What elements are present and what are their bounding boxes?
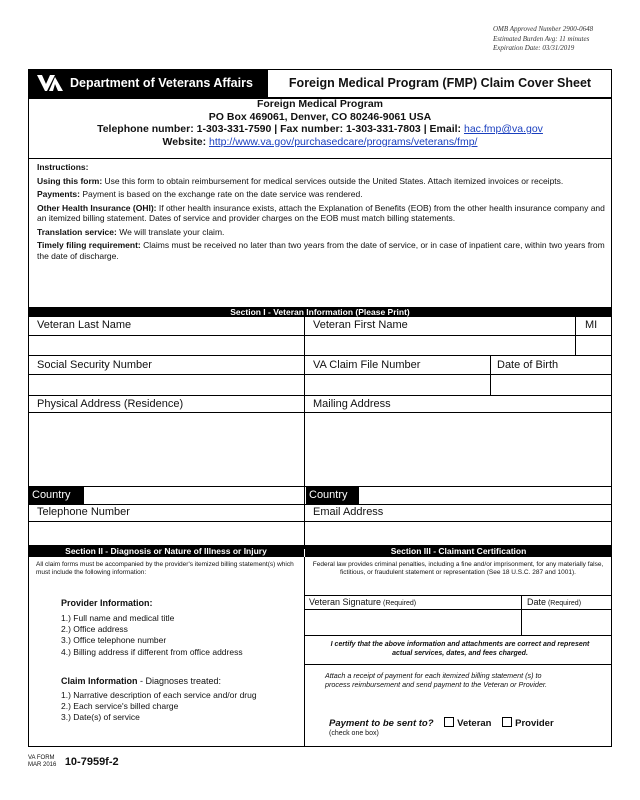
mi-field[interactable] — [576, 335, 611, 354]
email-field[interactable] — [306, 522, 611, 544]
claim-info-heading: Claim Information - Diagnoses treated: — [61, 676, 222, 686]
va-header — [28, 69, 268, 97]
provider-info-heading: Provider Information: — [61, 598, 153, 608]
list-item: 2.) Each service's billed charge — [61, 701, 179, 712]
omb-info: OMB Approved Number 2900-0648 Estimated Burden Avg: 11 minutes Expiration Date: 03/31/2019 — [493, 25, 594, 52]
department-name: Department of Veterans Affairs — [70, 76, 253, 90]
veteran-checkbox[interactable] — [444, 717, 454, 727]
check-one-note: (check one box) — [329, 730, 379, 737]
email-label: Email Address — [313, 506, 384, 518]
mailing-address-label: Mailing Address — [313, 398, 391, 410]
mailing-address: PO Box 469061, Denver, CO 80246-9061 USA — [208, 110, 432, 123]
claim-file-label: VA Claim File Number — [313, 359, 421, 371]
payment-question: Payment to be sent to? — [329, 718, 434, 729]
form-number: 10-7959f-2 — [64, 755, 119, 768]
email-link[interactable]: hac.fmp@va.gov — [463, 123, 543, 135]
first-name-field[interactable] — [306, 335, 574, 354]
certification-statement: I certify that the above information and attachments are correct and represent actual services, dates, and fees charged. — [330, 641, 590, 657]
list-item: 1.) Full name and medical title — [61, 613, 175, 623]
payment-options — [329, 717, 554, 729]
country-left-label: Country — [29, 487, 84, 504]
form-footer: VA FORM MAR 2016 10-7959f-2 — [28, 754, 119, 768]
first-name-label: Veteran First Name — [313, 319, 408, 331]
claim-info-list — [61, 690, 257, 724]
website-line: Website: http://www.va.gov/purchasedcare/programs/veterans/fmp/ — [162, 135, 478, 148]
dob-field[interactable] — [492, 375, 611, 394]
mi-label: MI — [585, 319, 598, 331]
section-2-header: Section II - Diagnosis or Nature of Illness or Injury — [28, 545, 304, 557]
list-item: 4.) Billing address if different from office address — [61, 646, 243, 657]
telephone-label: Telephone Number — [37, 506, 130, 518]
ssn-label: Social Security Number — [37, 359, 152, 371]
country-left-field[interactable] — [84, 488, 302, 504]
penalty-notice: Federal law provides criminal penalties, including a fine and/or imprisonment, for any materially false, fictitious, or fraudulent statement or representation (See 18 U.S.C. 287 and 1001). — [312, 561, 604, 577]
last-name-label: Veteran Last Name — [37, 319, 132, 331]
country-right-field[interactable] — [358, 488, 610, 504]
signature-date-field[interactable] — [523, 610, 611, 634]
telephone-field[interactable] — [30, 522, 304, 544]
contact-block — [28, 98, 612, 148]
list-item: 3.) Date(s) of service — [61, 712, 140, 723]
date-label: Date (Required) — [527, 597, 582, 607]
ssn-field[interactable] — [30, 375, 304, 394]
physical-address-label: Physical Address (Residence) — [37, 398, 184, 410]
instructions: Instructions: Using this form: Use this form to obtain reimbursement for medical services outside the United States. Attach itemized invoices or receipts. Payments: Payment is based on the exchange rate on the date service was rendered. Other Health Insurance (OHI): If other health insurance exists, attach the Explanation of Benefits (EOB) from the other health insurance company and an itemized billing statement. Dates of service and provider charges on the EOB must match billing statements. Translation service: We will translate your claim. Timely filing requirement: Claims must be received no later than two years from the date of service, or in case of inpatient care, within two years from the date of discharge. — [37, 162, 605, 261]
list-item: 2.) Office address — [61, 624, 128, 635]
attach-receipt-note: Attach a receipt of payment for each itemized billing statement (s) to process reimbursement and send payment to the Veteran or Provider. — [325, 671, 547, 689]
country-right-label: Country — [306, 487, 359, 504]
provider-info-list — [61, 613, 243, 658]
section-1-header: Section I - Veteran Information (Please Print) — [28, 307, 612, 317]
signature-label: Veteran Signature (Required) — [309, 597, 417, 607]
list-item: 1.) Narrative description of each service and/or drug — [61, 690, 257, 700]
form-title: Foreign Medical Program (FMP) Claim Cover Sheet — [288, 76, 592, 90]
veteran-option-label: Veteran — [457, 718, 492, 729]
list-item: 3.) Office telephone number — [61, 635, 167, 646]
section-2-intro: All claim forms must be accompanied by the provider's itemized billing statement(s) which must include the following information: — [36, 561, 294, 576]
dob-label: Date of Birth — [497, 359, 559, 371]
claim-file-field[interactable] — [306, 375, 490, 394]
phone-line: Telephone number: 1-303-331-7590 | Fax number: 1-303-331-7803 | Email: hac.fmp@va.gov — [97, 123, 543, 135]
provider-checkbox[interactable] — [502, 717, 512, 727]
va-logo-icon — [36, 73, 64, 93]
mailing-address-field[interactable] — [306, 413, 611, 485]
physical-address-field[interactable] — [30, 413, 304, 485]
section-3-header: Section III - Claimant Certification — [305, 545, 612, 557]
provider-option-label: Provider — [515, 718, 554, 729]
website-link[interactable]: http://www.va.gov/purchasedcare/programs/veterans/fmp/ — [209, 135, 478, 148]
program-name: Foreign Medical Program — [256, 98, 384, 110]
signature-field[interactable] — [306, 610, 520, 634]
last-name-field[interactable] — [30, 335, 304, 354]
